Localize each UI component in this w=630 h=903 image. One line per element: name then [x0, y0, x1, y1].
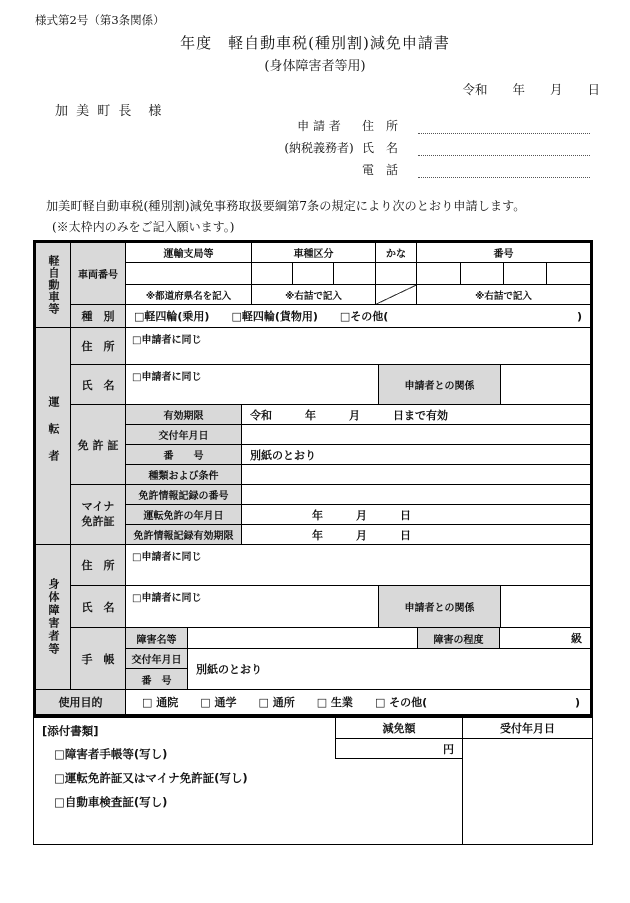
- disability-name-label: 障害名等: [126, 628, 188, 649]
- disabled-name-label: 氏 名: [71, 586, 126, 628]
- applicant-label: 申 請 者: [297, 119, 341, 133]
- vehicle-class-input-cell-1[interactable]: [252, 263, 293, 285]
- driver-relation-input-cell[interactable]: [501, 365, 590, 405]
- techo-issue-label: 交付年月日: [126, 649, 188, 669]
- techo-number-value: 別紙のとおり: [188, 649, 590, 690]
- driver-section-label-cell: [36, 328, 71, 545]
- header-transport-office: 運輸支局等: [126, 243, 252, 263]
- attachments-block: [42, 721, 248, 814]
- driver-name-cell[interactable]: [126, 365, 379, 405]
- checkbox-purpose-other[interactable]: □ その他(: [374, 696, 428, 709]
- license-conditions-value[interactable]: [242, 465, 590, 485]
- declaration-text: 加美町軽自動車税(種別割)減免事務取扱要綱第7条の規定により次のとおり申請します。: [46, 199, 526, 213]
- checkbox-disabled-address-same[interactable]: □申請者に同じ: [132, 552, 202, 563]
- checkbox-purpose-school[interactable]: □ 通学: [200, 696, 237, 709]
- myna-license-label: [71, 485, 126, 545]
- vehicle-class-input-cell-3[interactable]: [334, 263, 376, 285]
- driver-section-label: 運転者: [47, 395, 60, 477]
- myna-label-line1: マイナ: [81, 500, 115, 514]
- disabled-address-cell[interactable]: [126, 545, 590, 586]
- office-use-table: [33, 717, 593, 845]
- checkbox-attachment-techo[interactable]: □障害者手帳等(写し): [54, 747, 168, 761]
- page-subtitle: (身体障害者等用): [264, 59, 366, 74]
- disability-degree-label: 障害の程度: [418, 628, 500, 649]
- header-number: 番号: [417, 243, 590, 263]
- checkbox-driver-address-same[interactable]: □申請者に同じ: [132, 335, 202, 346]
- transport-office-input-cell[interactable]: [126, 263, 252, 285]
- license-expiry-value[interactable]: 令和 年 月 日まで有効: [242, 405, 590, 425]
- header-vehicle-class: 車種区分: [252, 243, 376, 263]
- name-label: 氏 名: [362, 141, 399, 155]
- vehicle-number-input-row: [126, 263, 590, 285]
- license-number-label: 番 号: [126, 445, 242, 465]
- license-expiry-label: 有効期限: [126, 405, 242, 425]
- applicant-row-name: [276, 134, 590, 156]
- myna-record-number-value[interactable]: [242, 485, 590, 505]
- addressee: 加 美 町 長 様: [55, 104, 164, 119]
- checkbox-purpose-work[interactable]: □ 生業: [316, 696, 353, 709]
- disabled-section: [36, 545, 590, 690]
- checkbox-vehicle-other[interactable]: □その他(: [339, 310, 389, 323]
- vehicle-number-note-row: [126, 285, 590, 305]
- myna-label-line2: 免許証: [81, 514, 115, 528]
- vehicle-number-header-row: [126, 243, 590, 263]
- myna-record-expiry-label: 免許情報記録有効期限: [126, 525, 242, 545]
- purpose-label: 使用目的: [36, 690, 126, 714]
- kana-input-cell[interactable]: [376, 263, 417, 285]
- techo-label: 手 帳: [71, 628, 126, 690]
- myna-license-date-label: 運転免許の年月日: [126, 505, 242, 525]
- checkbox-disabled-name-same[interactable]: □申請者に同じ: [132, 593, 202, 604]
- taxpayer-label: (納税義務者): [284, 141, 354, 155]
- techo-number-label: 番 号: [126, 669, 188, 690]
- driver-address-label: 住 所: [71, 328, 126, 365]
- checkbox-attachment-license[interactable]: □運転免許証又はマイナ免許証(写し): [54, 771, 248, 785]
- phone-label: 電 話: [362, 163, 399, 177]
- license-issue-value[interactable]: [242, 425, 590, 445]
- page-title: 年度 軽自動車税(種別割)減免申請書: [180, 34, 450, 52]
- diagonal-slash-cell: [376, 285, 417, 305]
- myna-record-expiry-value[interactable]: 年 月 日: [242, 525, 590, 545]
- number-input-cell-3[interactable]: [504, 263, 547, 285]
- main-form-table: [33, 240, 593, 717]
- address-fill-line[interactable]: [418, 119, 590, 134]
- purpose-close-paren: ): [574, 695, 580, 709]
- number-input-cell-4[interactable]: [547, 263, 590, 285]
- header-kana: かな: [376, 243, 417, 263]
- note-right-justify-1: ※右詰で記入: [252, 285, 376, 305]
- bold-frame-note: (※太枠内のみをご記入願います。): [52, 220, 235, 234]
- checkbox-attachment-inspection[interactable]: □自動車検査証(写し): [54, 795, 168, 809]
- driver-relation-label: 申請者との関係: [379, 365, 501, 405]
- checkbox-purpose-hospital[interactable]: □ 通院: [142, 696, 179, 709]
- note-prefecture: ※都道府県名を記入: [126, 285, 252, 305]
- myna-license-date-value[interactable]: 年 月 日: [242, 505, 590, 525]
- checkbox-kei4-passenger[interactable]: □軽四輪(乗用): [134, 310, 210, 323]
- number-input-cell-2[interactable]: [461, 263, 504, 285]
- disabled-relation-input-cell[interactable]: [501, 586, 590, 628]
- vehicle-section-label-cell: [36, 243, 71, 328]
- applicant-row-address: [276, 112, 590, 134]
- vehicle-class-input-cell-2[interactable]: [293, 263, 334, 285]
- phone-fill-line[interactable]: [418, 163, 590, 178]
- vehicle-type-label: 種 別: [71, 305, 126, 328]
- reception-date-cell[interactable]: [463, 739, 592, 844]
- disabled-relation-label: 申請者との関係: [379, 586, 501, 628]
- license-issue-label: 交付年月日: [126, 425, 242, 445]
- vehicle-number-label: 車両番号: [71, 243, 126, 305]
- vehicle-section: [36, 243, 590, 328]
- exemption-amount-cell[interactable]: [335, 739, 462, 759]
- license-conditions-label: 種類および条件: [126, 465, 242, 485]
- form-code: 様式第2号（第3条関係）: [35, 13, 165, 27]
- checkbox-kei4-cargo[interactable]: □軽四輪(貨物用): [231, 310, 318, 323]
- number-input-cell-1[interactable]: [417, 263, 461, 285]
- disability-name-input-cell[interactable]: [188, 628, 418, 649]
- purpose-row: [36, 690, 590, 714]
- note-right-justify-2: ※右詰で記入: [417, 285, 590, 305]
- disabled-section-label: 身体障害者等: [47, 578, 60, 656]
- purpose-options-cell: [126, 690, 590, 714]
- driver-address-cell[interactable]: [126, 328, 590, 365]
- yen-unit: 円: [443, 742, 454, 756]
- driver-name-label: 氏 名: [71, 365, 126, 405]
- reception-date-header: 受付年月日: [463, 718, 592, 739]
- checkbox-driver-name-same[interactable]: □申請者に同じ: [132, 372, 202, 383]
- disabled-name-cell[interactable]: [126, 586, 379, 628]
- exemption-amount-header: 減免額: [335, 718, 462, 739]
- attachments-title: [添付書類]: [42, 724, 99, 738]
- applicant-row-phone: [276, 156, 590, 178]
- disabled-address-label: 住 所: [71, 545, 126, 586]
- era-date-line: 令和 年 月 日: [462, 82, 600, 97]
- vehicle-type-options-cell: [126, 305, 590, 328]
- address-label: 住 所: [362, 119, 399, 133]
- applicant-block: [276, 112, 590, 178]
- myna-record-number-label: 免許情報記録の番号: [126, 485, 242, 505]
- disability-degree-unit: 級: [500, 628, 590, 649]
- vehicle-section-label: 軽自動車等: [47, 255, 60, 315]
- name-fill-line[interactable]: [418, 141, 590, 156]
- driver-section: [36, 328, 590, 545]
- disabled-section-label-cell: [36, 545, 71, 690]
- license-label: 免 許 証: [71, 405, 126, 485]
- vehicle-other-close-paren: ): [576, 309, 582, 323]
- checkbox-purpose-facility[interactable]: □ 通所: [258, 696, 295, 709]
- license-number-value: 別紙のとおり: [242, 445, 590, 465]
